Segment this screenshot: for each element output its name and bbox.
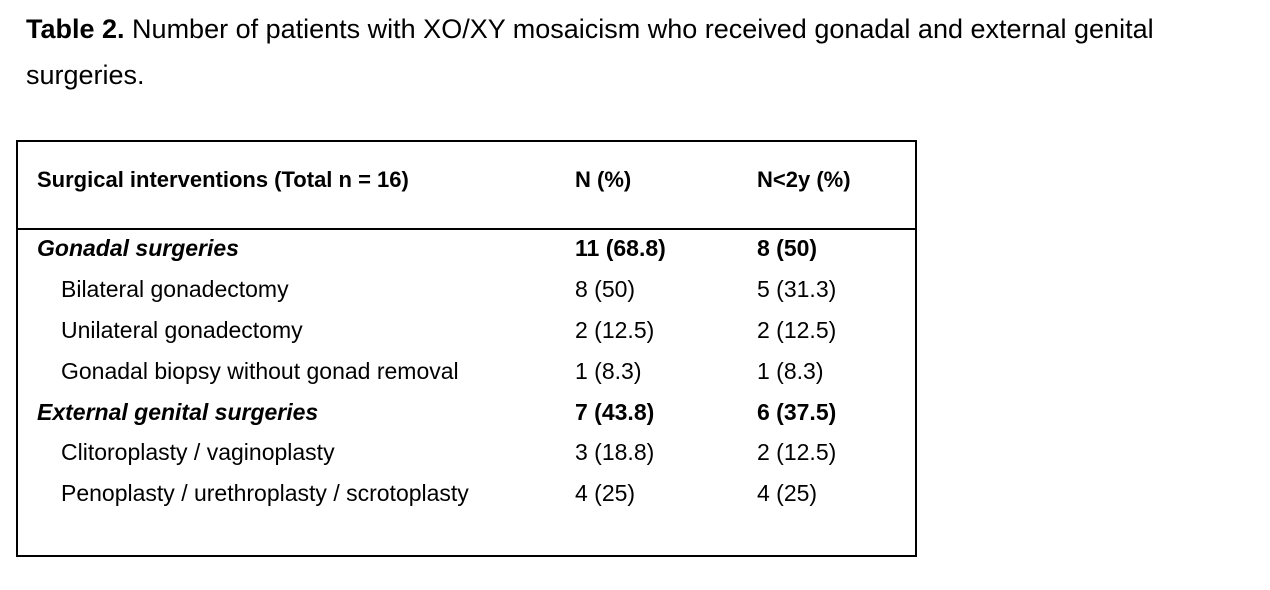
- table-header-row: [18, 142, 915, 230]
- row-label: Gonadal biopsy without gonad removal: [61, 358, 459, 384]
- caption-label: Table 2.: [26, 14, 125, 44]
- row-n-percent: 8 (50): [575, 276, 636, 302]
- caption-text: Number of patients with XO/XY mosaicism who received gonadal and external genital surgeries.: [26, 14, 1154, 90]
- header-n-percent: N (%): [575, 167, 632, 192]
- row-n-under-2y-percent: 8 (50): [757, 235, 818, 261]
- row-n-percent: 7 (43.8): [575, 399, 655, 425]
- header-n-under-2y-percent: N<2y (%): [757, 167, 851, 192]
- row-n-under-2y-percent: 2 (12.5): [757, 317, 837, 343]
- row-label: Penoplasty / urethroplasty / scrotoplasty: [61, 480, 469, 506]
- row-label: External genital surgeries: [37, 399, 319, 425]
- row-n-under-2y-percent: 1 (8.3): [757, 358, 824, 384]
- header-interventions: Surgical interventions (Total n = 16): [37, 167, 409, 192]
- table-row: [18, 275, 915, 315]
- row-n-under-2y-percent: 5 (31.3): [757, 276, 837, 302]
- row-n-percent: 2 (12.5): [575, 317, 655, 343]
- row-label: Unilateral gonadectomy: [61, 317, 303, 343]
- table-row: [18, 357, 915, 397]
- row-n-percent: 1 (8.3): [575, 358, 642, 384]
- row-n-percent: 3 (18.8): [575, 439, 655, 465]
- row-n-under-2y-percent: 6 (37.5): [757, 399, 837, 425]
- row-n-percent: 4 (25): [575, 480, 636, 506]
- table-row: [18, 398, 915, 438]
- row-label: Gonadal surgeries: [37, 235, 239, 261]
- table-caption: [26, 6, 1261, 98]
- surgery-table: [16, 140, 917, 557]
- row-n-under-2y-percent: 4 (25): [757, 480, 818, 506]
- row-label: Bilateral gonadectomy: [61, 276, 289, 302]
- table-row: [18, 479, 915, 519]
- row-label: Clitoroplasty / vaginoplasty: [61, 439, 335, 465]
- table-row: [18, 234, 915, 274]
- table-row: [18, 438, 915, 478]
- table-row: [18, 316, 915, 356]
- row-n-under-2y-percent: 2 (12.5): [757, 439, 837, 465]
- row-n-percent: 11 (68.8): [575, 235, 666, 261]
